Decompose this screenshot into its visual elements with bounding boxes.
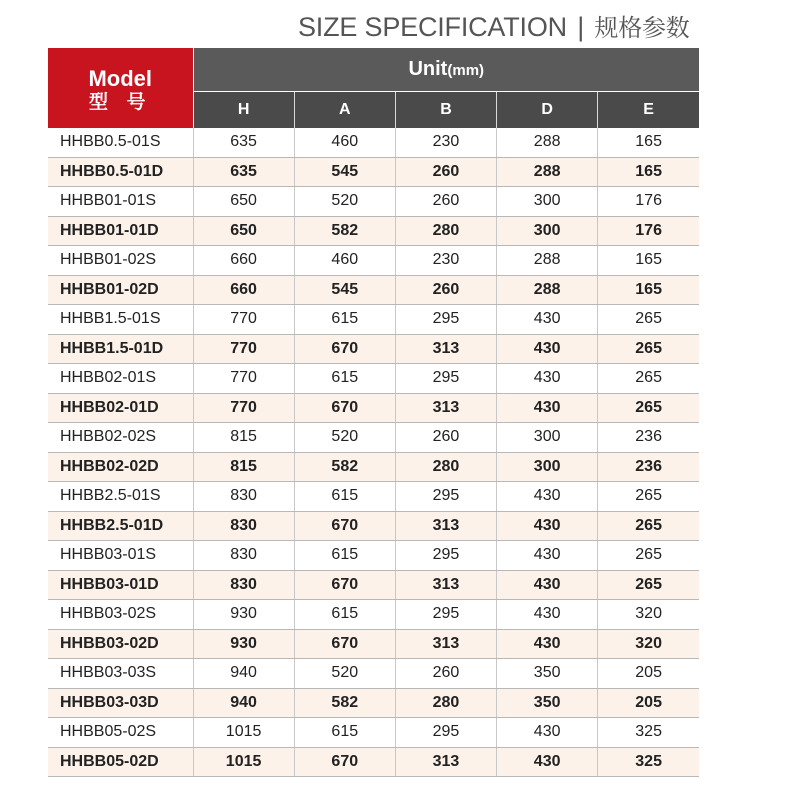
value-cell-d: 430	[497, 541, 598, 571]
value-cell-b: 280	[395, 216, 496, 246]
model-cell: HHBB02-02S	[48, 423, 193, 453]
value-cell-a: 670	[294, 393, 395, 423]
value-cell-d: 430	[497, 364, 598, 394]
model-cell: HHBB0.5-01S	[48, 128, 193, 157]
value-cell-h: 635	[193, 157, 294, 187]
value-cell-d: 288	[497, 128, 598, 157]
value-cell-b: 295	[395, 541, 496, 571]
value-cell-b: 295	[395, 364, 496, 394]
model-cell: HHBB02-01D	[48, 393, 193, 423]
value-cell-a: 670	[294, 629, 395, 659]
value-cell-a: 582	[294, 452, 395, 482]
value-cell-e: 205	[598, 688, 699, 718]
value-cell-a: 545	[294, 275, 395, 305]
table-row	[48, 128, 699, 157]
value-cell-a: 545	[294, 157, 395, 187]
value-cell-h: 940	[193, 688, 294, 718]
value-cell-b: 313	[395, 570, 496, 600]
table-row	[48, 629, 699, 659]
value-cell-h: 660	[193, 246, 294, 276]
value-cell-a: 615	[294, 305, 395, 335]
table-row	[48, 541, 699, 571]
value-cell-e: 176	[598, 187, 699, 217]
table-row	[48, 511, 699, 541]
value-cell-d: 300	[497, 187, 598, 217]
value-cell-b: 260	[395, 275, 496, 305]
unit-header	[193, 48, 699, 92]
value-cell-h: 770	[193, 364, 294, 394]
value-cell-e: 265	[598, 511, 699, 541]
value-cell-e: 265	[598, 305, 699, 335]
value-cell-h: 830	[193, 482, 294, 512]
value-cell-e: 205	[598, 659, 699, 689]
page-title	[298, 8, 698, 44]
table-row	[48, 305, 699, 335]
model-cell: HHBB05-02D	[48, 747, 193, 777]
value-cell-d: 288	[497, 275, 598, 305]
column-header-h: H	[193, 92, 294, 129]
value-cell-a: 670	[294, 511, 395, 541]
value-cell-b: 280	[395, 452, 496, 482]
table-row	[48, 570, 699, 600]
value-cell-e: 320	[598, 600, 699, 630]
value-cell-e: 265	[598, 541, 699, 571]
value-cell-d: 350	[497, 659, 598, 689]
model-cell: HHBB05-02S	[48, 718, 193, 748]
value-cell-b: 313	[395, 393, 496, 423]
value-cell-a: 582	[294, 216, 395, 246]
value-cell-b: 295	[395, 600, 496, 630]
value-cell-b: 260	[395, 659, 496, 689]
value-cell-e: 265	[598, 334, 699, 364]
value-cell-d: 430	[497, 511, 598, 541]
value-cell-h: 1015	[193, 718, 294, 748]
value-cell-d: 430	[497, 629, 598, 659]
value-cell-h: 930	[193, 600, 294, 630]
value-cell-e: 165	[598, 246, 699, 276]
model-cell: HHBB03-03D	[48, 688, 193, 718]
value-cell-h: 930	[193, 629, 294, 659]
value-cell-e: 236	[598, 452, 699, 482]
value-cell-e: 165	[598, 275, 699, 305]
table-row	[48, 275, 699, 305]
title-en: SIZE SPECIFICATION	[298, 12, 567, 42]
table-row	[48, 659, 699, 689]
table-row	[48, 423, 699, 453]
value-cell-h: 815	[193, 452, 294, 482]
table-row	[48, 718, 699, 748]
size-spec-table	[48, 48, 699, 777]
value-cell-e: 165	[598, 128, 699, 157]
model-cell: HHBB1.5-01S	[48, 305, 193, 335]
value-cell-d: 430	[497, 718, 598, 748]
value-cell-e: 265	[598, 364, 699, 394]
value-cell-b: 313	[395, 511, 496, 541]
value-cell-a: 520	[294, 659, 395, 689]
model-header-en: Model	[88, 66, 153, 91]
table-row	[48, 364, 699, 394]
title-cn: 规格参数	[594, 14, 690, 42]
value-cell-e: 325	[598, 718, 699, 748]
model-cell: HHBB01-01S	[48, 187, 193, 217]
model-cell: HHBB02-01S	[48, 364, 193, 394]
value-cell-d: 430	[497, 305, 598, 335]
value-cell-a: 670	[294, 334, 395, 364]
value-cell-d: 300	[497, 216, 598, 246]
value-cell-e: 236	[598, 423, 699, 453]
model-cell: HHBB03-01S	[48, 541, 193, 571]
value-cell-h: 830	[193, 570, 294, 600]
table-row	[48, 600, 699, 630]
unit-label: Unit	[408, 58, 448, 80]
model-cell: HHBB02-02D	[48, 452, 193, 482]
value-cell-e: 265	[598, 570, 699, 600]
table-row	[48, 747, 699, 777]
table-row	[48, 246, 699, 276]
value-cell-a: 615	[294, 718, 395, 748]
title-separator: |	[577, 12, 585, 42]
value-cell-d: 300	[497, 452, 598, 482]
value-cell-b: 313	[395, 747, 496, 777]
value-cell-a: 670	[294, 570, 395, 600]
value-cell-d: 300	[497, 423, 598, 453]
value-cell-b: 260	[395, 423, 496, 453]
value-cell-h: 815	[193, 423, 294, 453]
value-cell-d: 288	[497, 157, 598, 187]
value-cell-b: 230	[395, 128, 496, 157]
value-cell-h: 830	[193, 511, 294, 541]
value-cell-b: 295	[395, 305, 496, 335]
value-cell-a: 615	[294, 482, 395, 512]
value-cell-b: 260	[395, 157, 496, 187]
value-cell-d: 430	[497, 600, 598, 630]
value-cell-d: 288	[497, 246, 598, 276]
value-cell-e: 325	[598, 747, 699, 777]
value-cell-b: 295	[395, 482, 496, 512]
model-cell: HHBB03-02S	[48, 600, 193, 630]
value-cell-e: 265	[598, 482, 699, 512]
value-cell-d: 430	[497, 393, 598, 423]
value-cell-b: 313	[395, 629, 496, 659]
value-cell-e: 165	[598, 157, 699, 187]
model-cell: HHBB2.5-01D	[48, 511, 193, 541]
model-cell: HHBB03-02D	[48, 629, 193, 659]
value-cell-a: 582	[294, 688, 395, 718]
value-cell-h: 635	[193, 128, 294, 157]
value-cell-e: 265	[598, 393, 699, 423]
value-cell-h: 830	[193, 541, 294, 571]
value-cell-a: 460	[294, 128, 395, 157]
column-header-b: B	[395, 92, 496, 129]
value-cell-h: 650	[193, 187, 294, 217]
model-cell: HHBB01-01D	[48, 216, 193, 246]
table-row	[48, 334, 699, 364]
value-cell-b: 230	[395, 246, 496, 276]
table-row	[48, 482, 699, 512]
table-row	[48, 393, 699, 423]
value-cell-h: 940	[193, 659, 294, 689]
value-cell-d: 430	[497, 747, 598, 777]
value-cell-b: 313	[395, 334, 496, 364]
value-cell-d: 430	[497, 570, 598, 600]
model-cell: HHBB2.5-01S	[48, 482, 193, 512]
value-cell-d: 430	[497, 482, 598, 512]
table-row	[48, 216, 699, 246]
value-cell-b: 260	[395, 187, 496, 217]
value-cell-d: 430	[497, 334, 598, 364]
value-cell-b: 295	[395, 718, 496, 748]
column-header-e: E	[598, 92, 699, 129]
table-row	[48, 688, 699, 718]
model-cell: HHBB0.5-01D	[48, 157, 193, 187]
value-cell-a: 615	[294, 541, 395, 571]
value-cell-a: 520	[294, 187, 395, 217]
value-cell-h: 770	[193, 305, 294, 335]
model-cell: HHBB01-02S	[48, 246, 193, 276]
model-cell: HHBB1.5-01D	[48, 334, 193, 364]
value-cell-h: 770	[193, 393, 294, 423]
table-row	[48, 187, 699, 217]
value-cell-e: 176	[598, 216, 699, 246]
value-cell-h: 660	[193, 275, 294, 305]
column-header-d: D	[497, 92, 598, 129]
column-header-a: A	[294, 92, 395, 129]
value-cell-h: 1015	[193, 747, 294, 777]
model-cell: HHBB03-03S	[48, 659, 193, 689]
table-body	[48, 128, 699, 777]
model-column-header	[48, 48, 193, 128]
value-cell-h: 650	[193, 216, 294, 246]
value-cell-a: 460	[294, 246, 395, 276]
model-cell: HHBB01-02D	[48, 275, 193, 305]
value-cell-a: 615	[294, 600, 395, 630]
value-cell-a: 670	[294, 747, 395, 777]
table-row	[48, 157, 699, 187]
value-cell-b: 280	[395, 688, 496, 718]
value-cell-h: 770	[193, 334, 294, 364]
value-cell-a: 615	[294, 364, 395, 394]
value-cell-a: 520	[294, 423, 395, 453]
model-cell: HHBB03-01D	[48, 570, 193, 600]
model-header-cn: 型 号	[88, 91, 152, 113]
value-cell-d: 350	[497, 688, 598, 718]
table-row	[48, 452, 699, 482]
value-cell-e: 320	[598, 629, 699, 659]
unit-mm: (mm)	[447, 62, 485, 79]
